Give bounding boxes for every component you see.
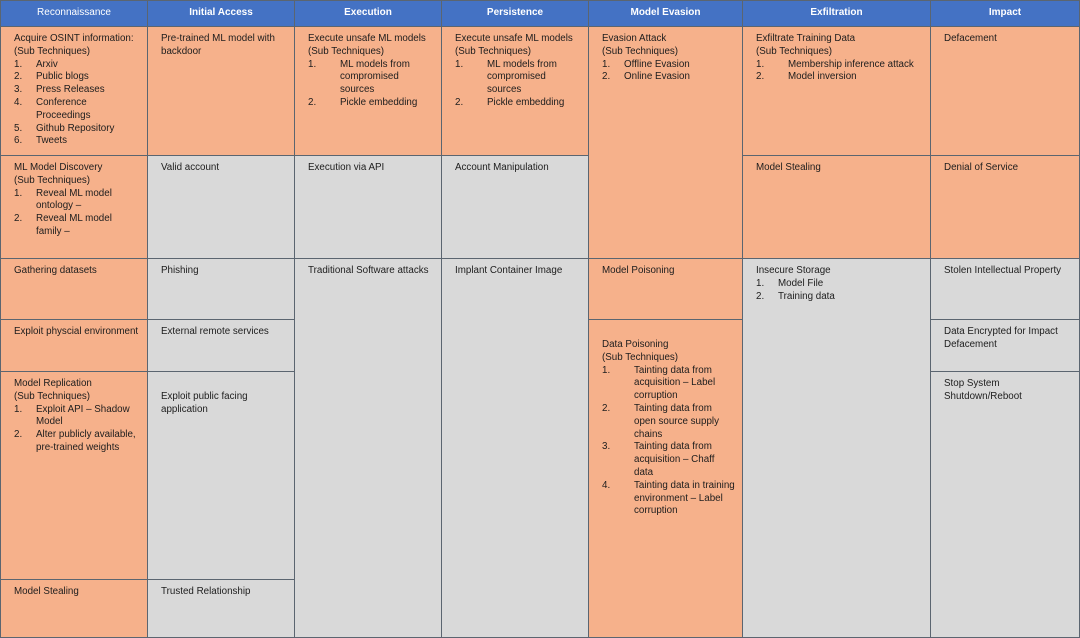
list-item: 2. Public blogs xyxy=(14,71,89,83)
cell-title: Data Poisoning xyxy=(602,339,669,350)
cell-title: Model Replication xyxy=(14,378,92,389)
cell-phishing xyxy=(147,258,295,320)
cell-execution-via-api xyxy=(294,155,442,259)
list-item: 1. Reveal ML model ontology – xyxy=(14,187,112,212)
cell-subtitle: (Sub Techniques) xyxy=(14,174,91,186)
cell-title: Data Encrypted for Impact Defacement xyxy=(944,326,1058,350)
cell-title: Acquire OSINT information: xyxy=(14,33,134,44)
cell-title: Implant Container Image xyxy=(455,265,563,276)
cell-title: Exploit public facing application xyxy=(161,391,248,415)
cell-title: Gathering datasets xyxy=(14,265,97,276)
cell-defacement xyxy=(930,26,1080,156)
cell-title: Traditional Software attacks xyxy=(308,265,429,276)
cell-title: Phishing xyxy=(161,265,199,276)
cell-title: Defacement xyxy=(944,33,997,44)
cell-subtitle: (Sub Techniques) xyxy=(14,45,91,57)
header-initial-access: Initial Access xyxy=(147,0,295,27)
cell-subtitle: (Sub Techniques) xyxy=(14,390,91,402)
cell-valid-account xyxy=(147,155,295,259)
cell-account-manipulation xyxy=(441,155,589,259)
header-model-evasion: Model Evasion xyxy=(588,0,743,27)
list-item: 3. Tainting data from acquisition – Chaff data xyxy=(602,441,715,478)
list-item: 3. Press Releases xyxy=(14,84,105,96)
cell-title: Exfiltrate Training Data xyxy=(756,33,856,44)
cell-title: Denial of Service xyxy=(944,162,1019,173)
list-item: 2. Reveal ML model family – xyxy=(14,213,112,237)
cell-model-stealing-exfil xyxy=(742,155,931,259)
cell-title: Execution via API xyxy=(308,162,385,173)
cell-denial-of-service xyxy=(930,155,1080,259)
list-item: 6. Tweets xyxy=(14,135,68,147)
cell-pretrained-backdoor xyxy=(147,26,295,156)
cell-exploit-public-facing-application xyxy=(147,371,295,580)
list-item: 1. Tainting data from acquisition – Label corruption xyxy=(602,364,716,402)
list-item: 1. Arxiv xyxy=(14,58,58,70)
cell-title: Execute unsafe ML models xyxy=(455,33,573,44)
cell-subtitle: (Sub Techniques) xyxy=(602,351,679,363)
cell-title: External remote services xyxy=(161,326,269,337)
cell-title: Model Poisoning xyxy=(602,265,675,276)
header-reconnaissance: Reconnaissance xyxy=(0,0,148,27)
cell-title: Account Manipulation xyxy=(455,162,549,173)
cell-title: Model Stealing xyxy=(756,162,821,173)
cell-data-encrypted xyxy=(930,319,1080,372)
cell-model-poisoning xyxy=(588,258,743,320)
cell-data-poisoning xyxy=(588,319,743,638)
header-execution: Execution xyxy=(294,0,442,27)
cell-title: Model Stealing xyxy=(14,586,79,597)
cell-subtitle: (Sub Techniques) xyxy=(455,45,532,57)
list-item: 1. ML models from compromised sources xyxy=(455,58,557,96)
list-item: 2. Tainting data from open source supply chains xyxy=(602,402,719,440)
header-impact: Impact xyxy=(930,0,1080,27)
list-item: 5. Github Repository xyxy=(14,122,115,134)
cell-traditional-software-attacks xyxy=(294,258,442,638)
list-item: 1. Offline Evasion xyxy=(602,58,690,70)
cell-stolen-ip xyxy=(930,258,1080,320)
list-item: 1. Exploit API – Shadow Model xyxy=(14,403,130,428)
cell-ml-model-discovery xyxy=(0,155,148,259)
cell-subtitle: (Sub Techniques) xyxy=(756,45,833,57)
list-item: 2. Online Evasion xyxy=(602,71,690,83)
cell-evasion-attack xyxy=(588,26,743,259)
cell-model-replication xyxy=(0,371,148,580)
cell-gathering-datasets xyxy=(0,258,148,320)
cell-execute-unsafe-models xyxy=(294,26,442,156)
list-item: 1. Model File xyxy=(756,277,824,289)
list-item: 2. Training data xyxy=(756,290,835,302)
list-item: 1. ML models from compromised sources xyxy=(308,58,410,96)
header-persistence: Persistence xyxy=(441,0,589,27)
list-item: 2. Pickle embedding xyxy=(308,96,418,108)
cell-title: Valid account xyxy=(161,162,220,173)
cell-subtitle: (Sub Techniques) xyxy=(602,45,679,57)
cell-trusted-relationship xyxy=(147,579,295,638)
list-item: 1. Membership inference attack xyxy=(756,58,914,70)
list-item: 2. Model inversion xyxy=(756,71,857,83)
list-item: 4. Conference Proceedings xyxy=(14,96,91,121)
header-exfiltration: Exfiltration xyxy=(742,0,931,27)
cell-title: Stop System Shutdown/Reboot xyxy=(944,378,1022,402)
cell-title: Evasion Attack xyxy=(602,33,667,44)
cell-model-stealing-recon xyxy=(0,579,148,638)
cell-title: Stolen Intellectual Property xyxy=(944,265,1062,276)
cell-title: Pre-trained ML model with backdoor xyxy=(161,33,275,57)
cell-title: Insecure Storage xyxy=(756,265,831,276)
cell-title: ML Model Discovery xyxy=(14,162,103,173)
cell-stop-system-shutdown xyxy=(930,371,1080,638)
cell-persistence-unsafe-models xyxy=(441,26,589,156)
cell-exfiltrate-training-data xyxy=(742,26,931,156)
cell-title: Exploit physcial environment xyxy=(14,326,139,337)
list-item: 4. Tainting data in training environment – Label corruption xyxy=(602,479,735,517)
cell-subtitle: (Sub Techniques) xyxy=(308,45,385,57)
list-item: 2. Pickle embedding xyxy=(455,96,565,108)
cell-title: Trusted Relationship xyxy=(161,586,251,597)
cell-insecure-storage xyxy=(742,258,931,638)
cell-acquire-osint xyxy=(0,26,148,156)
cell-title: Execute unsafe ML models xyxy=(308,33,426,44)
cell-implant-container-image xyxy=(441,258,589,638)
cell-external-remote-services xyxy=(147,319,295,372)
list-item: 2. Alter publicly available, pre-trained weights xyxy=(14,429,136,453)
cell-exploit-physical-environment xyxy=(0,319,148,372)
